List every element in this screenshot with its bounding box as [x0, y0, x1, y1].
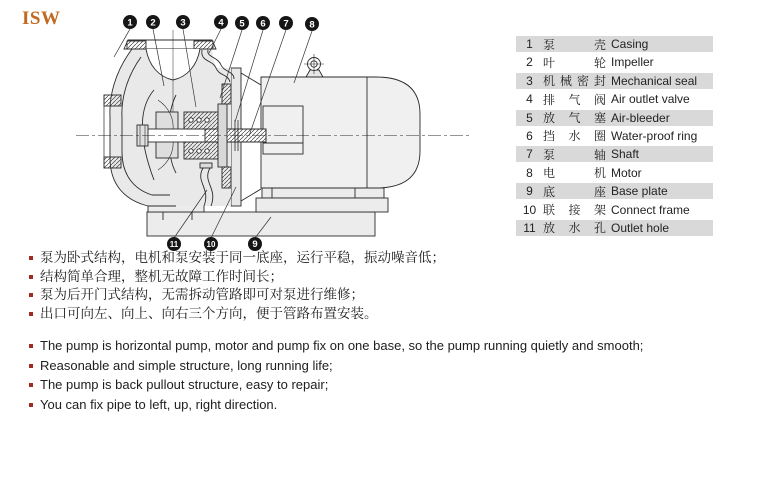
- features-list-cn: [29, 251, 445, 326]
- callout-10: 10: [206, 240, 216, 250]
- part-number: 9: [526, 184, 533, 199]
- part-number: 6: [526, 128, 533, 143]
- part-name-en: Base plate: [611, 184, 668, 199]
- part-name-cn: 泵轴: [543, 147, 606, 162]
- part-name-en: Shaft: [611, 147, 640, 162]
- part-number: 8: [526, 165, 533, 180]
- part-number: 2: [526, 55, 533, 70]
- part-number: 11: [523, 220, 536, 235]
- part-name-en: Outlet hole: [611, 220, 670, 235]
- table-row: [516, 146, 713, 162]
- feature-text-en: Reasonable and simple structure, long running life;: [40, 357, 333, 373]
- part-name-cn: 挡水圈: [543, 129, 606, 144]
- table-row: [516, 128, 713, 144]
- list-item: [29, 339, 643, 353]
- bullet-icon: [29, 403, 33, 407]
- part-number: 10: [522, 202, 537, 217]
- feature-text-cn: 出口可向左、向上、向右三个方向，便于管路布置安装。: [40, 306, 378, 322]
- part-number: 4: [526, 92, 533, 107]
- callout-4: 4: [218, 17, 224, 29]
- list-item: [29, 307, 445, 322]
- part-name-cn: 放气塞: [543, 111, 606, 126]
- callout-6: 6: [260, 18, 266, 30]
- features-list-en: [29, 339, 643, 417]
- callout-8: 8: [309, 19, 315, 31]
- feature-text-en: The pump is back pullout structure, easy to repair;: [40, 377, 329, 392]
- callout-11: 11: [169, 240, 179, 250]
- eyebolt-icon: [304, 54, 324, 77]
- part-name-cn: 电机: [543, 166, 606, 181]
- bullet-icon: [29, 383, 33, 387]
- list-item: [29, 398, 643, 412]
- list-item: [29, 251, 445, 266]
- table-row: [516, 91, 713, 107]
- page-title: ISW: [22, 8, 61, 29]
- part-name-en: Connect frame: [611, 202, 690, 217]
- feature-text-cn: 泵为卧式结构，电机和泵安装于同一底座，运行平稳，振动噪音低；: [40, 250, 445, 265]
- part-name-cn: 联接架: [543, 203, 606, 218]
- part-number: 5: [526, 110, 533, 125]
- part-name-en: Motor: [611, 165, 642, 180]
- bullet-icon: [29, 364, 33, 368]
- base-plate-shape: [147, 212, 375, 236]
- part-number: 7: [526, 147, 533, 162]
- feature-text-en: The pump is horizontal pump, motor and pump fix on one base, so the pump running quietly and smooth;: [40, 338, 644, 353]
- part-name-en: Mechanical seal: [611, 73, 698, 88]
- part-name-en: Air outlet valve: [611, 92, 690, 107]
- table-row: [516, 202, 713, 218]
- list-item: [29, 378, 643, 392]
- callout-9: 9: [252, 239, 258, 251]
- part-name-cn: 泵壳: [543, 37, 606, 52]
- bullet-icon: [29, 312, 33, 316]
- part-name-cn: 底座: [543, 184, 606, 199]
- part-number: 3: [526, 73, 533, 88]
- bullet-icon: [29, 344, 33, 348]
- bullet-icon: [29, 256, 33, 260]
- part-number: 1: [526, 37, 533, 51]
- table-row: [516, 183, 713, 199]
- table-row: [516, 220, 713, 236]
- part-name-cn: 机械密封: [543, 74, 606, 89]
- part-name-en: Impeller: [611, 55, 654, 70]
- callout-balloons-top: [123, 15, 319, 31]
- bullet-icon: [29, 275, 33, 279]
- list-item: [29, 288, 445, 303]
- callout-7: 7: [283, 18, 289, 30]
- part-name-cn: 排气阀: [543, 92, 606, 107]
- part-name-en: Water-proof ring: [611, 128, 698, 143]
- table-row: [516, 165, 713, 181]
- callout-balloons-bottom: [167, 237, 262, 251]
- callout-2: 2: [150, 17, 156, 29]
- callout-5: 5: [239, 18, 245, 30]
- part-name-cn: 叶轮: [543, 55, 606, 70]
- bullet-icon: [29, 293, 33, 297]
- part-name-cn: 放水孔: [543, 221, 606, 236]
- feature-text-en: You can fix pipe to left, up, right direction.: [40, 396, 278, 412]
- part-name-en: Air-bleeder: [611, 110, 670, 125]
- part-name-en: Casing: [611, 37, 649, 51]
- table-row: [516, 36, 713, 52]
- table-row: [516, 54, 713, 70]
- table-row: [516, 73, 713, 89]
- callout-1: 1: [127, 17, 133, 29]
- pump-diagram: [55, 10, 485, 260]
- callout-3: 3: [180, 17, 186, 29]
- list-item: [29, 270, 445, 285]
- motor-shape: [256, 54, 420, 212]
- feature-text-cn: 结构简单合理，整机无故障工作时间长；: [40, 268, 283, 284]
- parts-table: [516, 36, 713, 238]
- list-item: [29, 359, 643, 373]
- table-row: [516, 110, 713, 126]
- feature-text-cn: 泵为后开门式结构，无需拆动管路即可对泵进行维修；: [40, 287, 364, 303]
